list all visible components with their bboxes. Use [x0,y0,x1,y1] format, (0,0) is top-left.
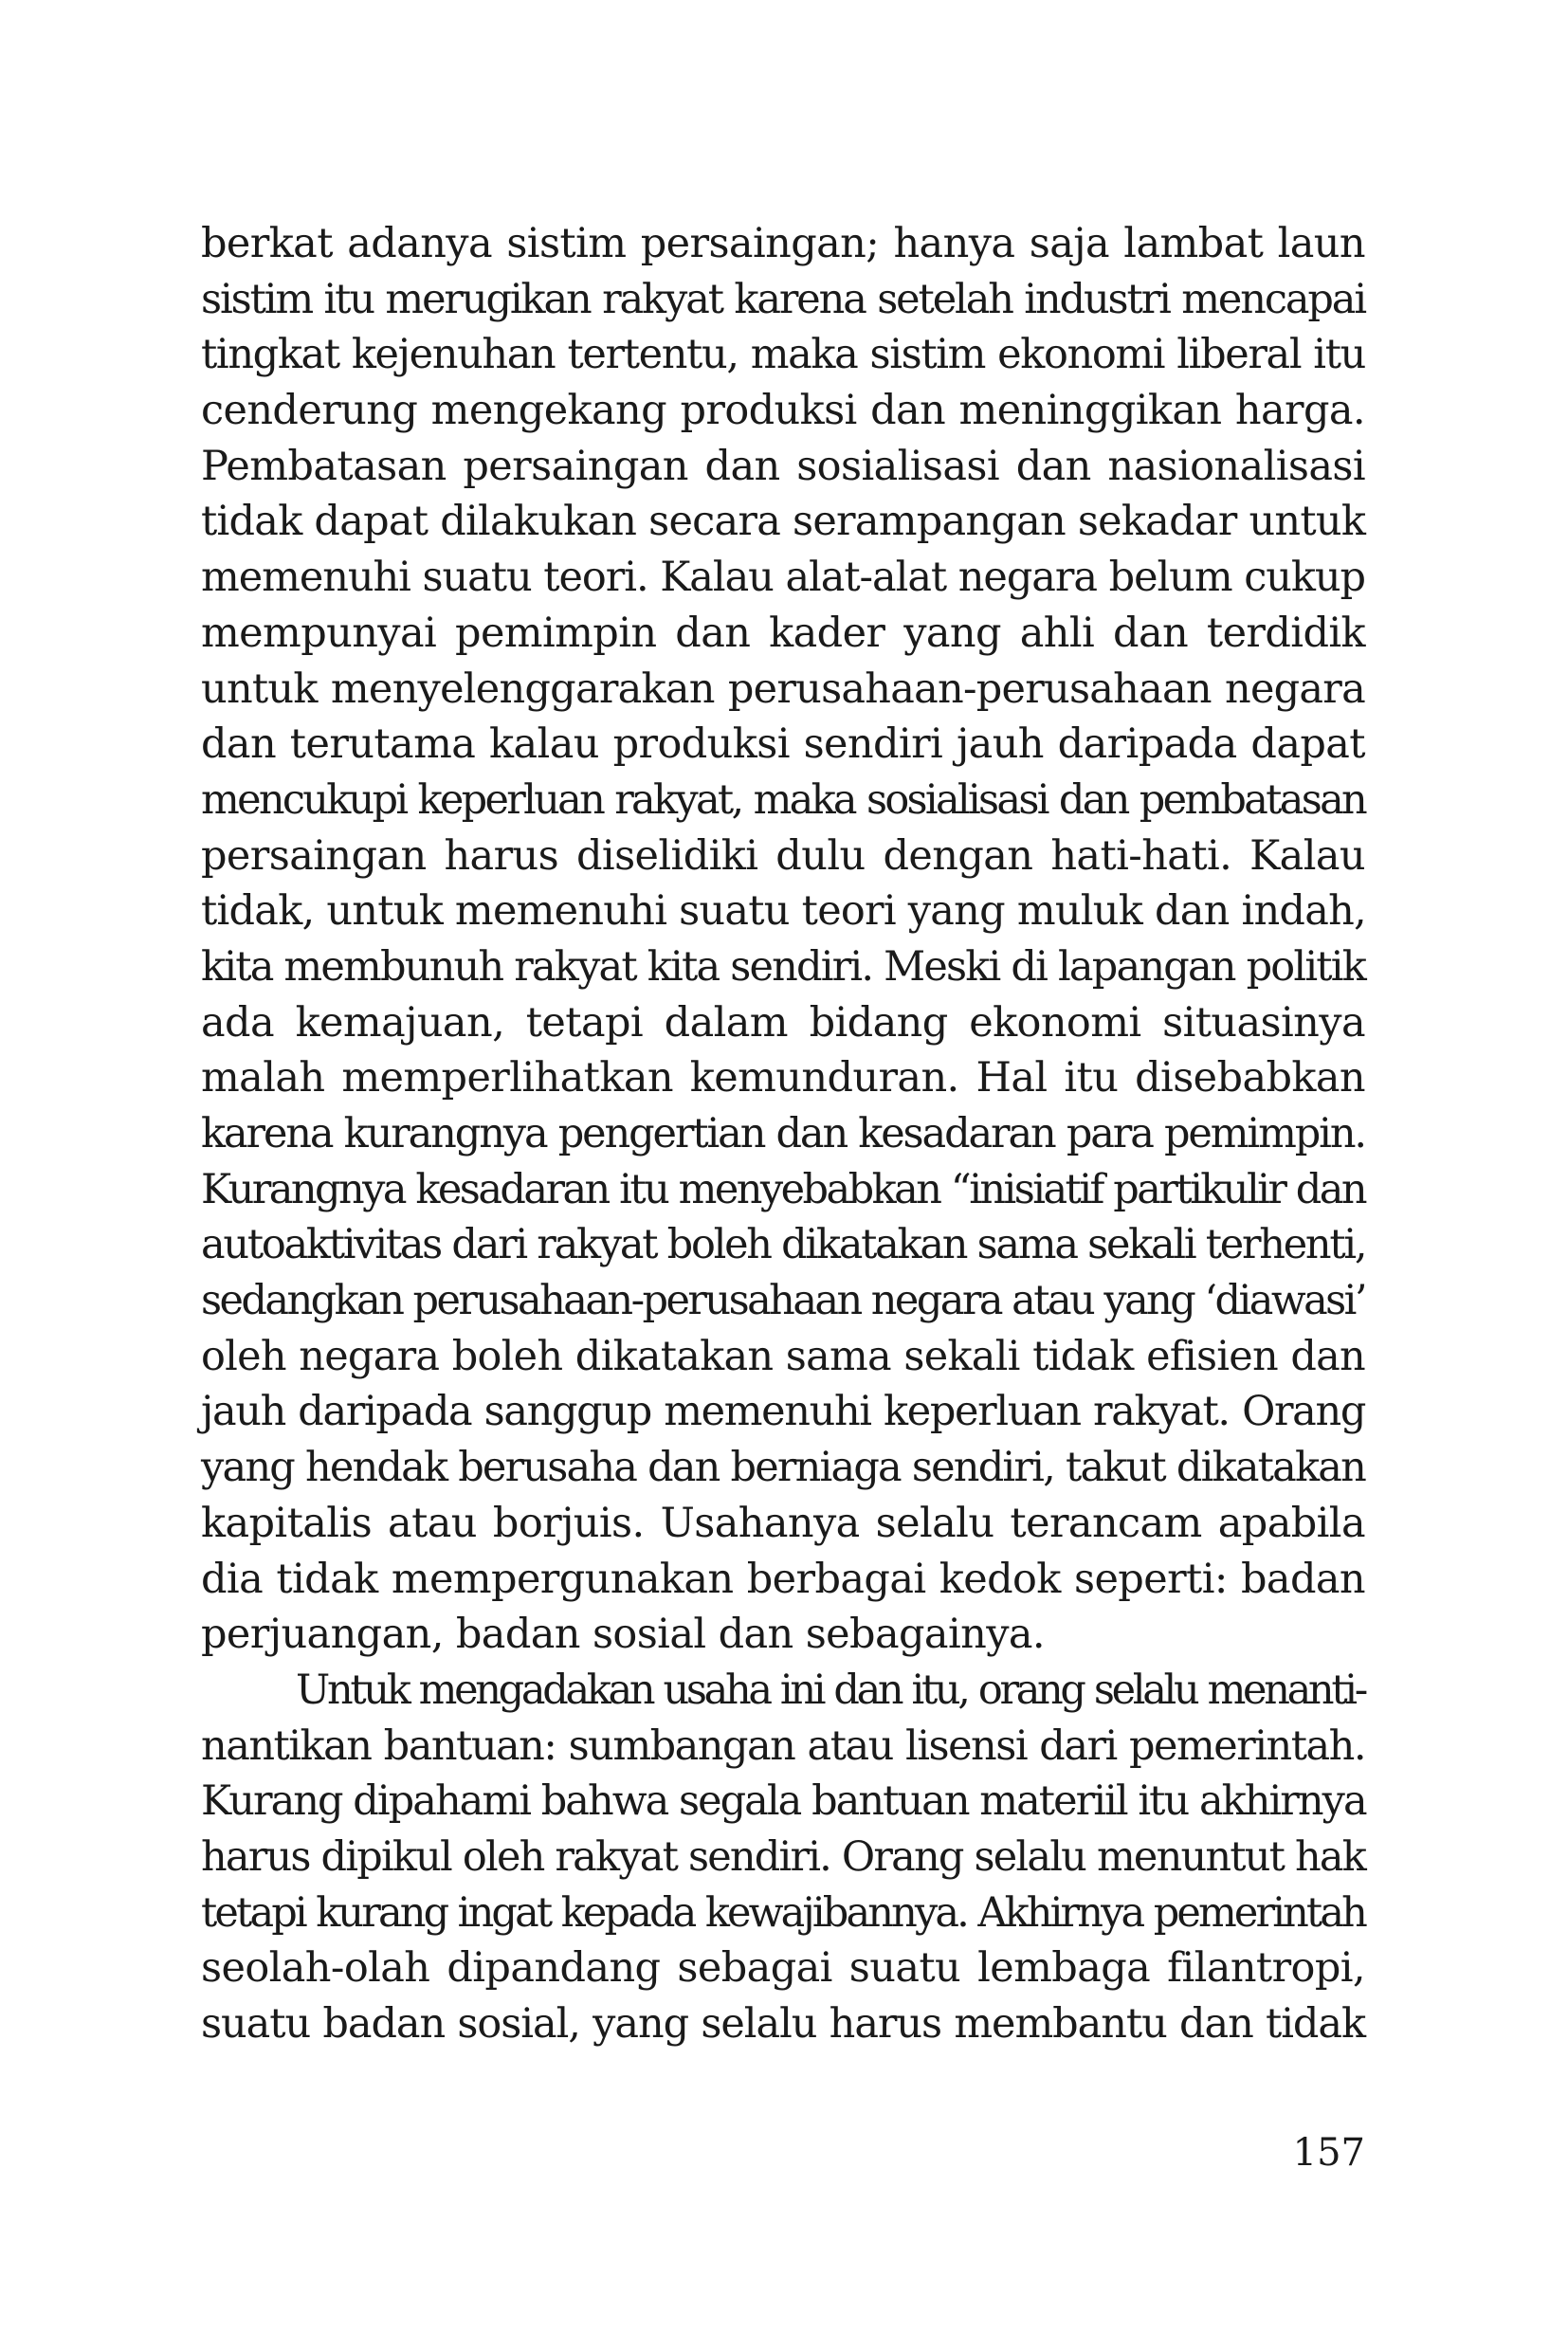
text-line: untuk menyelenggarakan perusahaan-perusahaan negara [201,665,1365,713]
text-line: tingkat kejenuhan tertentu, maka sistim ekonomi liberal itu [201,331,1365,379]
text-line: Untuk mengadakan usaha ini dan itu, orang selalu menanti- [296,1666,1365,1714]
text-line: karena kurangnya pengertian dan kesadaran para pemimpin. [201,1110,1365,1157]
text-line: berkat adanya sistim persaingan; hanya saja lambat laun [201,220,1365,267]
text-line: mencukupi keperluan rakyat, maka sosialisasi dan pembatasan [201,775,1365,824]
text-line: seolah-olah dipandang sebagai suatu lembaga filantropi, [201,1944,1365,1993]
text-line: sedangkan perusahaan-perusahaan negara atau yang ‘diawasi’ [201,1277,1365,1325]
body-text [201,216,1365,2052]
text-line: nantikan bantuan: sumbangan atau lisensi dari pemerintah. [201,1722,1365,1770]
text-line: perjuangan, badan sosial dan sebagainya. [201,1611,1046,1659]
text-line: ada kemajuan, tetapi dalam bidang ekonomi situasinya [201,998,1365,1047]
text-line: harus dipikul oleh rakyat sendiri. Orang selalu menuntut hak [201,1832,1365,1881]
text-line: Kurang dipahami bahwa segala bantuan materiil itu akhirnya [201,1777,1366,1826]
text-line: memenuhi suatu teori. Kalau alat-alat negara belum cukup [201,554,1365,602]
text-line: cenderung mengekang produksi dan meninggikan harga. [201,387,1365,435]
text-line: Kurangnya kesadaran itu menyebabkan “inisiatif partikulir dan [201,1165,1365,1213]
text-line: sistim itu merugikan rakyat karena setelah industri mencapai [201,275,1365,323]
paragraph-2 [201,1663,1365,2052]
text-line: dia tidak mempergunakan berbagai kedok seperti: badan [201,1555,1365,1603]
text-line: jauh daripada sanggup memenuhi keperluan rakyat. Orang [201,1388,1365,1436]
text-line: autoaktivitas dari rakyat boleh dikatakan sama sekali terhenti, [201,1221,1366,1269]
text-line: dan terutama kalau produksi sendiri jauh daripada dapat [201,720,1365,769]
text-line: tetapi kurang ingat kepada kewajibannya. Akhirnya pemerintah [201,1888,1365,1937]
paragraph-1 [201,216,1365,1663]
text-line: kita membunuh rakyat kita sendiri. Meski di lapangan politik [201,942,1365,991]
text-line: mempunyai pemimpin dan kader yang ahli dan terdidik [201,609,1365,657]
text-line: suatu badan sosial, yang selalu harus membantu dan tidak [201,2000,1365,2048]
text-line: yang hendak berusaha dan berniaga sendiri, takut dikatakan [201,1444,1365,1492]
text-line: Pembatasan persaingan dan sosialisasi dan nasionalisasi [201,442,1365,490]
text-line: tidak dapat dilakukan secara serampangan sekadar untuk [201,498,1366,546]
text-line: malah memperlihatkan kemunduran. Hal itu disebabkan [201,1054,1365,1102]
text-line: oleh negara boleh dikatakan sama sekali tidak efisien dan [201,1332,1365,1380]
text-line: kapitalis atau borjuis. Usahanya selalu terancam apabila [201,1499,1365,1547]
page-number: 157 [1292,2131,1365,2175]
text-line: persaingan harus diselidiki dulu dengan hati-hati. Kalau [201,831,1365,880]
text-line: tidak, untuk memenuhi suatu teori yang muluk dan indah, [201,887,1366,936]
